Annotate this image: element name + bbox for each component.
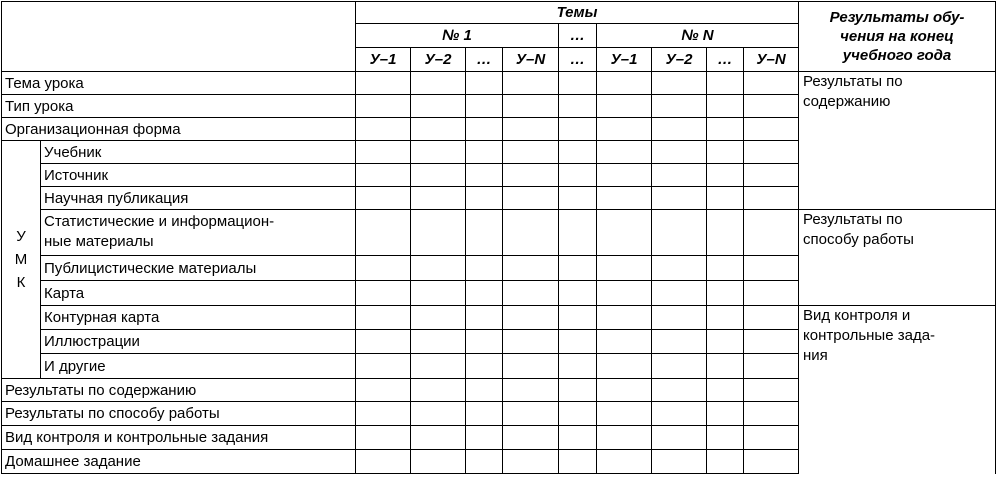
table-cell [559, 118, 597, 141]
table-cell [503, 72, 559, 95]
table-cell [744, 330, 799, 354]
results-content-cell: Результаты по содержанию [799, 72, 996, 210]
table-cell [707, 72, 744, 95]
row-label-map: Карта [41, 281, 356, 306]
table-cell [707, 306, 744, 330]
table-cell [652, 450, 707, 474]
table-cell [652, 164, 707, 187]
table-cell [466, 187, 503, 210]
lesson-header: … [559, 48, 597, 72]
table-cell [466, 426, 503, 450]
table-cell [466, 164, 503, 187]
table-cell [707, 330, 744, 354]
umk-label [2, 141, 41, 379]
table-cell [597, 306, 652, 330]
topic-ellipsis-header: … [559, 24, 597, 48]
table-cell [652, 118, 707, 141]
table-cell [707, 118, 744, 141]
row-label-control: Вид контроля и контрольные задания [2, 426, 356, 450]
table-cell [503, 354, 559, 379]
lesson-header: У–N [744, 48, 799, 72]
lesson-header: У–2 [652, 48, 707, 72]
table-cell [356, 256, 411, 281]
table-cell [707, 379, 744, 402]
table-cell [559, 402, 597, 426]
table-cell [356, 141, 411, 164]
row-label-org-form: Организационная форма [2, 118, 356, 141]
table-cell [652, 210, 707, 256]
table-cell [597, 187, 652, 210]
table-cell [503, 281, 559, 306]
lesson-header: У–1 [597, 48, 652, 72]
table-cell [559, 141, 597, 164]
table-cell [744, 72, 799, 95]
table-cell [744, 306, 799, 330]
table-cell [356, 450, 411, 474]
table-cell [466, 379, 503, 402]
table-cell [652, 187, 707, 210]
table-cell [597, 281, 652, 306]
row-label-results-method: Результаты по способу работы [2, 402, 356, 426]
table-cell [411, 141, 466, 164]
table-cell [466, 118, 503, 141]
table-cell [503, 118, 559, 141]
table-cell [503, 330, 559, 354]
table-cell [744, 354, 799, 379]
table-cell [707, 210, 744, 256]
topic-first-header: № 1 [356, 24, 559, 48]
table-cell [411, 187, 466, 210]
table-cell [411, 210, 466, 256]
table-cell [597, 210, 652, 256]
table-cell [411, 330, 466, 354]
row-label-statistical-materials: Статистические и информацион- ные материалы [41, 210, 356, 256]
table-cell [707, 402, 744, 426]
umk-letter: М [14, 251, 28, 268]
table-cell [744, 210, 799, 256]
row-label-scientific-publication: Научная публикация [41, 187, 356, 210]
table-cell [503, 426, 559, 450]
row-label-textbook: Учебник [41, 141, 356, 164]
table-cell [707, 450, 744, 474]
table-cell [559, 379, 597, 402]
lesson-header: У–1 [356, 48, 411, 72]
table-cell [597, 354, 652, 379]
table-cell [356, 306, 411, 330]
table-cell [559, 164, 597, 187]
table-cell [466, 281, 503, 306]
table-cell [707, 164, 744, 187]
table-cell [356, 72, 411, 95]
table-cell [411, 426, 466, 450]
table-cell [559, 72, 597, 95]
table-cell [466, 256, 503, 281]
table-cell [744, 118, 799, 141]
table-cell [503, 306, 559, 330]
table-cell [466, 450, 503, 474]
row-label-others: И другие [41, 354, 356, 379]
table-cell [411, 281, 466, 306]
table-cell [356, 210, 411, 256]
results-control-cell: Вид контроля и контрольные зада- ния [799, 306, 996, 474]
table-cell [652, 426, 707, 450]
table-cell [707, 187, 744, 210]
table-cell [356, 164, 411, 187]
row-label-source: Источник [41, 164, 356, 187]
table-cell [707, 426, 744, 450]
table-cell [559, 354, 597, 379]
table-cell [411, 164, 466, 187]
table-cell [597, 426, 652, 450]
planning-table [1, 1, 996, 474]
table-cell [707, 256, 744, 281]
table-cell [411, 379, 466, 402]
lesson-header: … [707, 48, 744, 72]
table-cell [466, 330, 503, 354]
table-cell [466, 306, 503, 330]
table-cell [744, 426, 799, 450]
table-cell [597, 450, 652, 474]
table-cell [356, 402, 411, 426]
table-cell [707, 141, 744, 164]
umk-letter: К [16, 274, 26, 291]
row-label-lesson-type: Тип урока [2, 95, 356, 118]
table-cell [503, 210, 559, 256]
table-cell [356, 95, 411, 118]
umk-letter: У [16, 228, 26, 245]
table-cell [356, 426, 411, 450]
table-cell [411, 72, 466, 95]
table-cell [466, 95, 503, 118]
table-cell [597, 379, 652, 402]
table-cell [503, 379, 559, 402]
table-cell [744, 95, 799, 118]
table-cell [411, 95, 466, 118]
table-cell [356, 118, 411, 141]
table-cell [744, 402, 799, 426]
table-cell [356, 354, 411, 379]
table-cell [411, 450, 466, 474]
table-cell [744, 164, 799, 187]
table-cell [559, 187, 597, 210]
table-cell [597, 330, 652, 354]
table-cell [503, 141, 559, 164]
row-label-results-content: Результаты по содержанию [2, 379, 356, 402]
table-cell [466, 141, 503, 164]
table-cell [503, 256, 559, 281]
table-cell [411, 402, 466, 426]
table-cell [356, 330, 411, 354]
table-cell [356, 281, 411, 306]
table-cell [559, 426, 597, 450]
table-cell [466, 210, 503, 256]
table-cell [597, 256, 652, 281]
results-header: Результаты обу- чения на конец учебного года [799, 2, 996, 72]
table-cell [597, 72, 652, 95]
table-cell [652, 354, 707, 379]
table-cell [652, 330, 707, 354]
table-cell [466, 72, 503, 95]
table-cell [597, 95, 652, 118]
table-cell [597, 141, 652, 164]
table-cell [707, 281, 744, 306]
table-cell [744, 281, 799, 306]
table-cell [652, 141, 707, 164]
table-cell [411, 118, 466, 141]
table-cell [559, 281, 597, 306]
table-cell [597, 402, 652, 426]
table-cell [503, 450, 559, 474]
table-cell [356, 379, 411, 402]
table-cell [466, 402, 503, 426]
table-cell [559, 256, 597, 281]
table-cell [652, 379, 707, 402]
row-label-journalistic-materials: Публицистические материалы [41, 256, 356, 281]
table-cell [744, 141, 799, 164]
table-cell [466, 354, 503, 379]
results-method-cell: Результаты по способу работы [799, 210, 996, 306]
table-cell [652, 72, 707, 95]
row-label-homework: Домашнее задание [2, 450, 356, 474]
table-cell [652, 281, 707, 306]
row-label-contour-map: Контурная карта [41, 306, 356, 330]
table-cell [652, 306, 707, 330]
table-cell [744, 450, 799, 474]
table-cell [503, 187, 559, 210]
table-cell [652, 95, 707, 118]
table-cell [559, 450, 597, 474]
table-cell [652, 256, 707, 281]
table-cell [411, 306, 466, 330]
table-cell [707, 95, 744, 118]
topics-header: Темы [356, 2, 799, 24]
corner-cell [2, 2, 356, 72]
table-cell [411, 354, 466, 379]
row-label-illustrations: Иллюстрации [41, 330, 356, 354]
table-cell [411, 256, 466, 281]
table-cell [652, 402, 707, 426]
table-cell [503, 95, 559, 118]
table-cell [559, 330, 597, 354]
row-label-lesson-topic: Тема урока [2, 72, 356, 95]
table-cell [744, 187, 799, 210]
lesson-header: У–2 [411, 48, 466, 72]
table-cell [559, 306, 597, 330]
table-cell [707, 354, 744, 379]
lesson-header: … [466, 48, 503, 72]
table-cell [503, 402, 559, 426]
table-cell [503, 164, 559, 187]
table-cell [356, 187, 411, 210]
table-cell [597, 164, 652, 187]
table-cell [559, 95, 597, 118]
table-cell [559, 210, 597, 256]
table-cell [597, 118, 652, 141]
topic-last-header: № N [597, 24, 799, 48]
table-cell [744, 379, 799, 402]
lesson-header: У–N [503, 48, 559, 72]
table-cell [744, 256, 799, 281]
